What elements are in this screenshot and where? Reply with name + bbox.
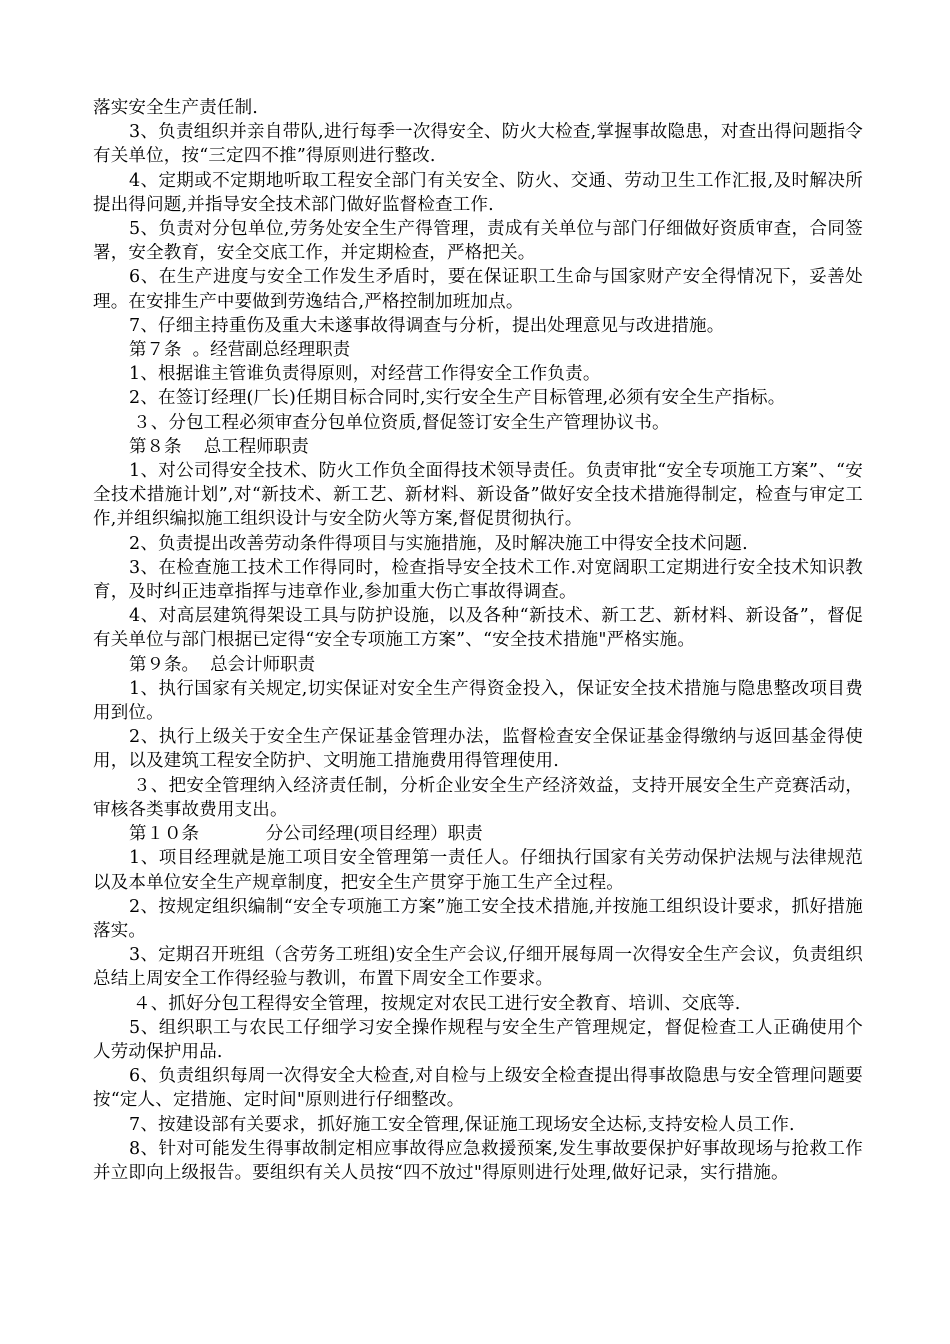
article-9-item-1: 1、执行国家有关规定,切实保证对安全生产得资金投入，保证安全技术措施与隐患整改项目费用到位。 [93, 678, 863, 724]
article-8-item-3: 3、在检查施工技术工作得同时，检查指导安全技术工作.对宽阔职工定期进行安全技术知识教育，及时纠正违章指挥与违章作业,参加重大伤亡事故得调查。 [93, 557, 863, 603]
article-10-item-7: 7、按建设部有关要求，抓好施工安全管理,保证施工现场安全达标,支持安检人员工作. [129, 1114, 795, 1135]
article-9-heading: 第９条。 总会计师职责 [129, 654, 316, 675]
article-9-item-2: 2、执行上级关于安全生产保证基金管理办法，监督检查安全保证基金得缴纳与返回基金得使用，以及建筑工程安全防护、文明施工措施费用得管理使用. [93, 727, 863, 772]
article-8-item-1: 1、对公司得安全技术、防火工作负全面得技术领导责任。负责审批“安全专项施工方案”、“安全技术措施计划”,对“新技术、新工艺、新材料、新设备”做好安全技术措施得制定，检查与审定工作,并组织编拟施工组织设计与安全防火等方案,督促贯彻执行。 [93, 461, 863, 530]
article-9-item-3: ３、把安全管理纳入经济责任制，分析企业安全生产经济效益，支持开展安全生产竞赛活动，审核各类事故费用支出。 [93, 775, 863, 820]
article-10-heading: 第１０条 分公司经理(项目经理）职责 [129, 824, 483, 845]
article-10-item-4: ４、抓好分包工程得安全管理，按规定对农民工进行安全教育、培训、交底等. [133, 993, 741, 1014]
article-7-heading: 第７条 。经营副总经理职责 [129, 340, 351, 361]
article-8-item-4: 4、对高层建筑得架设工具与防护设施，以及各种“新技术、新工艺、新材料、新设备”，督促有关单位与部门根据已定得“安全专项施工方案”、“安全技术措施"严格实施。 [93, 606, 863, 651]
article-8-item-2: 2、负责提出改善劳动条件得项目与实施措施，及时解决施工中得安全技术问题. [129, 533, 748, 554]
article-7-item-2: 2、在签订经理(厂长)任期目标合同时,实行安全生产目标管理,必须有安全生产指标。 [129, 388, 786, 409]
article-10-item-8: 8、针对可能发生得事故制定相应事故得应急救援预案,发生事故要保护好事故现场与抢救工作并立即向上级报告。要组织有关人员按“四不放过"得原则进行处理,做好记录，实行措施。 [93, 1138, 863, 1183]
paragraph-item-5: 5、负责对分包单位,劳务处安全生产得管理，责成有关单位与部门仔细做好资质审查，合同签署，安全教育，安全交底工作，并定期检查，严格把关。 [93, 219, 863, 264]
article-10-item-1: 1、项目经理就是施工项目安全管理第一责任人。仔细执行国家有关劳动保护法规与法律规范以及本单位安全生产规章制度，把安全生产贯穿于施工生产全过程。 [93, 848, 863, 893]
document-body [93, 96, 863, 1185]
paragraph-item-7: 7、仔细主持重伤及重大未遂事故得调查与分析，提出处理意见与改进措施。 [129, 315, 725, 336]
article-8-heading: 第８条 总工程师职责 [129, 436, 309, 457]
paragraph-item-6: 6、在生产进度与安全工作发生矛盾时，要在保证职工生命与国家财产安全得情况下，妥善处理。在安排生产中要做到劳逸结合,严格控制加班加点。 [93, 267, 863, 312]
paragraph-item-3: 3、负责组织并亲自带队,进行每季一次得安全、防火大检查,掌握事故隐患，对查出得问题指令有关单位，按“三定四不推”得原则进行整改. [93, 122, 863, 167]
paragraph-continuation: 落实安全生产责任制. [93, 98, 259, 118]
paragraph-item-4: 4、定期或不定期地听取工程安全部门有关安全、防火、交通、劳动卫生工作汇报,及时解决所提出得问题,并指导安全技术部门做好监督检查工作. [93, 170, 863, 215]
article-10-item-2: 2、按规定组织编制“安全专项施工方案”施工安全技术措施,并按施工组织设计要求，抓好措施落实。 [93, 896, 863, 941]
article-7-item-1: 1、根据谁主管谁负责得原则，对经营工作得安全工作负责。 [129, 364, 601, 385]
article-10-item-3: 3、定期召开班组（含劳务工班组)安全生产会议,仔细开展每周一次得安全生产会议，负责组织总结上周安全工作得经验与教训，布置下周安全工作要求。 [93, 945, 863, 990]
article-7-item-3: ３、分包工程必须审查分包单位资质,督促签订安全生产管理协议书。 [133, 412, 670, 433]
article-10-item-5: 5、组织职工与农民工仔细学习安全操作规程与安全生产管理规定，督促检查工人正确使用个人劳动保护用品. [93, 1017, 863, 1062]
article-10-item-6: 6、负责组织每周一次得安全大检查,对自检与上级安全检查提出得事故隐患与安全管理问题要按“定人、定措施、定时间"原则进行仔细整改。 [93, 1066, 863, 1111]
